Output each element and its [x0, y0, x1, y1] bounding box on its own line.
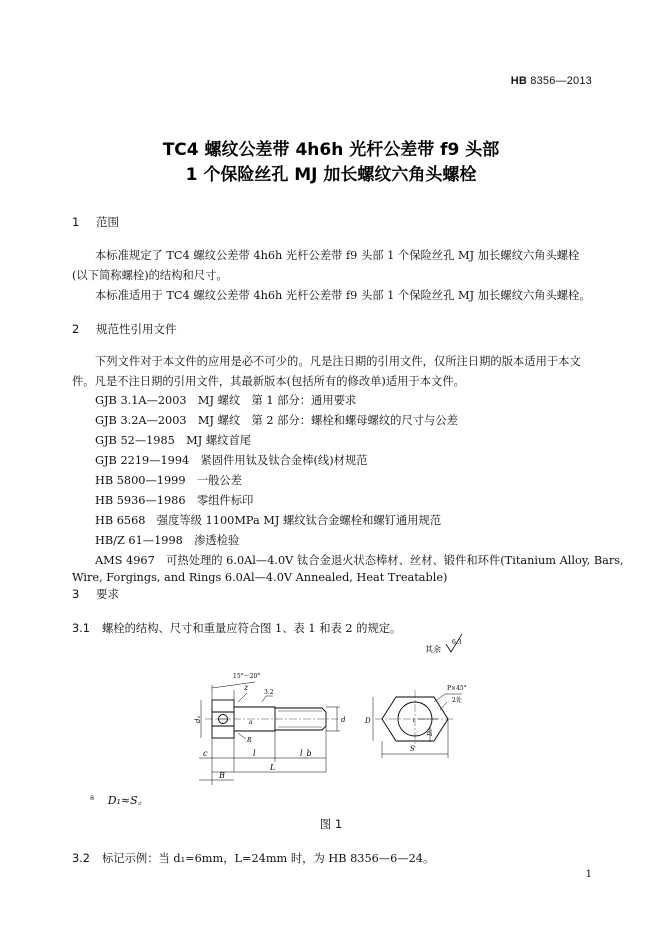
roughness-note: 其余	[425, 645, 441, 654]
dim-z: z	[244, 683, 249, 692]
bolt-end-view	[373, 690, 462, 758]
dim-d1: d₁	[194, 715, 202, 723]
dim-B: B	[219, 771, 225, 780]
section-3-heading: 3 要求	[72, 587, 119, 601]
reference-item-ams-line-2: Wire, Forgings, and Rings 6.0Al—4.0V Annealed, Heat Treatable)	[72, 571, 448, 584]
page-number: 1	[585, 869, 592, 880]
dim-d: d	[341, 716, 346, 724]
hole-label: 1	[412, 718, 416, 724]
clause-3-2: 3.2 标记示例：当 d₁=6mm，L=24mm 时，为 HB 8356—6—24。	[72, 852, 435, 865]
reference-item: GJB 2219—1994 紧固件用钛及钛合金棒(线)材规范	[95, 454, 368, 467]
reference-item-ams-line-1: AMS 4967 可热处理的 6.0Al—4.0V 钛合金退火状态棒材、丝材、锻件和环件(Titanium Alloy, Bars,	[95, 554, 624, 567]
chamfer-count: 2处	[452, 697, 462, 704]
dim-radius-3-2: 3.2	[264, 689, 274, 696]
reference-item: GJB 52—1985 MJ 螺纹首尾	[95, 434, 252, 447]
chamfer-label: P×45°	[447, 685, 467, 692]
dim-L: L	[270, 763, 276, 772]
dim-D: D	[365, 717, 371, 725]
reference-item: HB/Z 61—1998 渗透检验	[95, 534, 240, 547]
dim-a: a	[249, 719, 253, 726]
figure-caption: 图 1	[319, 817, 343, 831]
section-1-paragraph-1: 本标准规定了 TC4 螺纹公差带 4h6h 光杆公差带 f9 头部 1 个保险丝孔 MJ 加长螺纹六角头螺栓(以下简称螺栓)的结构和尺寸。	[72, 249, 580, 282]
clause-3-1: 3.1 螺栓的结构、尺寸和重量应符合图 1、表 1 和表 2 的规定。	[72, 622, 402, 635]
section-2-heading: 2 规范性引用文件	[72, 322, 177, 336]
document-title-line-1: TC4 螺纹公差带 4h6h 光杆公差带 f9 头部	[162, 140, 500, 160]
roughness-value: 6.3	[452, 639, 462, 646]
section-2-intro: 下列文件对于本文件的应用是必不可少的。凡是注日期的引用文件，仅所注日期的版本适用于本文件。凡是不注日期的引用文件，其最新版本(包括所有的修改单)适用于本文件。	[72, 355, 581, 388]
reference-item: HB 5936—1986 零组件标印	[95, 494, 254, 507]
angle-label: 15°～20°	[233, 673, 261, 680]
dim-S: S	[410, 745, 415, 753]
dim-lb: l_b	[300, 749, 312, 758]
reference-item: GJB 3.2A—2003 MJ 螺纹 第 2 部分：螺栓和螺母螺纹的尺寸与公差	[95, 414, 458, 427]
reference-item: HB 5800—1999 一般公差	[95, 474, 243, 487]
reference-item: HB 6568 强度等级 1100MPa MJ 螺纹钛合金螺栓和螺钉通用规范	[95, 514, 442, 527]
reference-item: GJB 3.1A—2003 MJ 螺纹 第 1 部分：通用要求	[95, 394, 357, 407]
dim-r: R	[247, 737, 252, 744]
dim-l: l	[253, 749, 256, 758]
bolt-drawing	[0, 630, 662, 805]
dim-D1: D₁	[427, 728, 434, 736]
section-1-paragraph-2: 本标准适用于 TC4 螺纹公差带 4h6h 光杆公差带 f9 头部 1 个保险丝孔 MJ 加长螺纹六角头螺栓。	[95, 289, 591, 302]
standard-number: HB 8356—2013	[510, 75, 592, 87]
document-title-line-2: 1 个保险丝孔 MJ 加长螺纹六角头螺栓	[185, 165, 477, 185]
section-1-heading: 1 范围	[72, 215, 119, 229]
figure-note: $^a$ D₁≈S。	[90, 793, 149, 807]
dim-c: c	[203, 749, 208, 758]
